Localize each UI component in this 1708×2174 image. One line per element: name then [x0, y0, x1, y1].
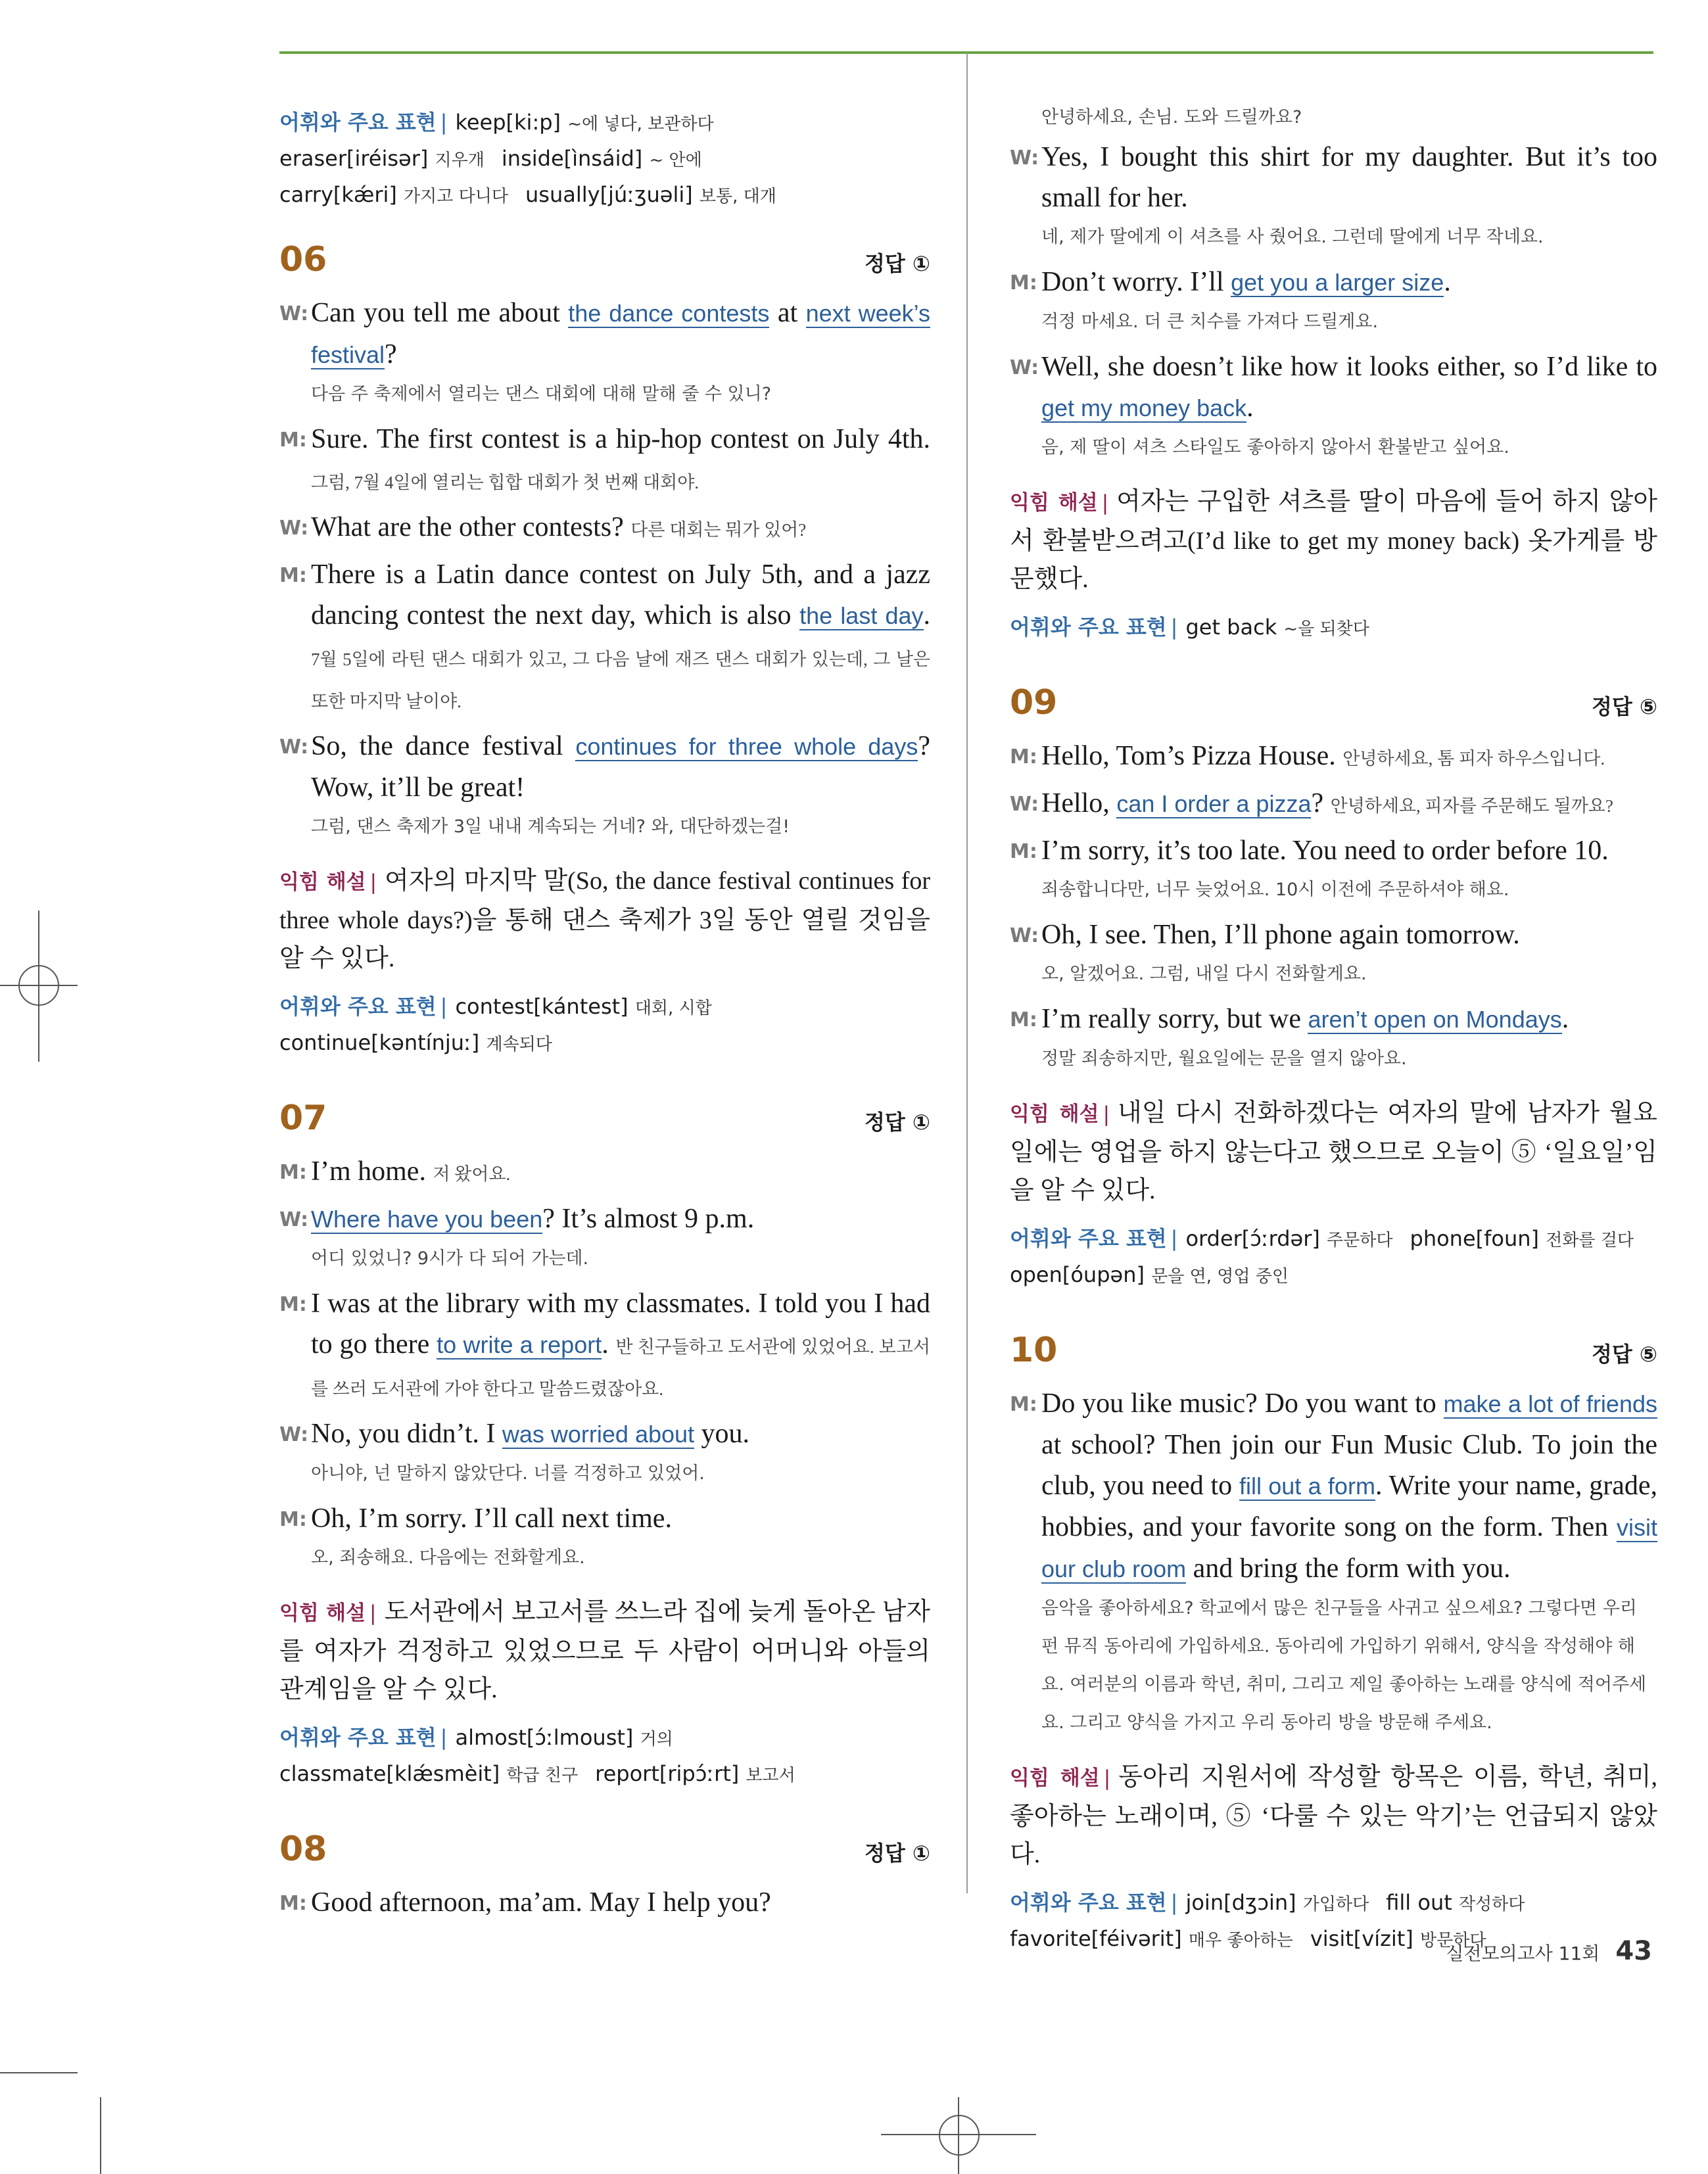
vocab-meaning: 가입하다 — [1302, 1895, 1369, 1914]
english-line: Yes, I bought this shirt for my daughter. But it’s too small for her. — [1041, 142, 1657, 213]
dialogue-turn — [1010, 999, 1657, 1078]
vocab-term: visit[vízit] — [1310, 1926, 1420, 1951]
vocab-line — [1010, 610, 1657, 646]
vocab-term: report[ripɔ́ːrt] — [595, 1761, 746, 1786]
vocab-line — [1010, 1258, 1657, 1294]
dialogue-turn — [279, 1283, 930, 1408]
question-number: 09 — [1010, 683, 1058, 722]
question-header — [279, 1830, 930, 1869]
vocab-label: 어휘와 주요 표현 — [1010, 615, 1167, 640]
question-08 — [279, 1830, 930, 1924]
registration-mark — [18, 965, 59, 1006]
turn-body — [311, 1498, 930, 1577]
vocab-term: carry[kǽri] — [279, 182, 404, 207]
vocab-term: classmate[klǽsmèit] — [279, 1761, 507, 1786]
vocab-line — [1010, 1885, 1657, 1922]
korean-translation: 오, 죄송해요. 다음에는 전화할게요. — [311, 1548, 585, 1568]
dialogue-turn — [1010, 830, 1657, 909]
turn-body — [311, 1151, 930, 1193]
dialogue-turn — [1010, 914, 1657, 993]
korean-translation: 안녕하세요, 손님. 도와 드릴까요? — [1041, 107, 1302, 128]
dialogue-turn — [1010, 783, 1657, 825]
question-number: 10 — [1010, 1331, 1058, 1370]
explain-label: 익힘 해설 — [1010, 491, 1098, 515]
turn-body — [311, 419, 930, 502]
korean-translation: 걱정 마세요. 더 큰 치수를 가져다 드릴게요. — [1041, 312, 1379, 332]
key-phrase: visit our club room — [1041, 1514, 1657, 1582]
vocab-term: usually[júːʒuəli] — [525, 182, 700, 207]
key-phrase: get my money back — [1041, 394, 1247, 421]
vocab-meaning: 거의 — [640, 1730, 673, 1749]
dialogue-turn — [1010, 736, 1657, 778]
speaker-label: M: — [1010, 1393, 1037, 1416]
vocab-block — [279, 1720, 930, 1793]
question-number: 07 — [279, 1099, 327, 1138]
dialogue-turn — [279, 554, 930, 721]
vocab-term: almost[ɔ́ːlmoust] — [455, 1725, 640, 1750]
turn-body — [311, 1198, 930, 1278]
vocab-term: join[dʒɔin] — [1185, 1890, 1303, 1915]
vocab-meaning: 매우 좋아하는 — [1188, 1931, 1293, 1950]
vocab-term: continue[kəntínjuː] — [279, 1030, 486, 1055]
key-phrase: the last day — [799, 602, 924, 629]
vocab-line — [1010, 1221, 1657, 1258]
vocab-block — [279, 989, 930, 1062]
question-09 — [1010, 683, 1657, 1294]
question-header — [279, 1099, 930, 1138]
turn-body — [311, 1283, 930, 1408]
speaker-label: M: — [279, 1508, 307, 1531]
label-divider: | — [440, 994, 448, 1019]
english-line: Oh, I see. Then, I’ll phone again tomorrow. — [1041, 920, 1520, 950]
label-divider: | — [1103, 1102, 1110, 1126]
dialogue-turn — [279, 419, 930, 502]
question-header — [1010, 1331, 1657, 1370]
crop-mark — [0, 2072, 78, 2073]
korean-translation: 어디 있었니? 9시가 다 되어 가는데. — [311, 1248, 589, 1269]
vocab-term: get back — [1185, 615, 1284, 640]
vocab-meaning: 전화를 걸다 — [1546, 1231, 1634, 1250]
speaker-label: M: — [1010, 272, 1037, 295]
turn-body — [1041, 783, 1657, 825]
speaker-label: M: — [279, 564, 307, 587]
dialogue-turn — [279, 1413, 930, 1493]
english-line: There is a Latin dance contest on July 5th, and a jazz dancing contest the next day, which is also the last day. 7월 5일에 라틴 댄스 대회가 있고, 그 다음 날에 재즈 댄스 대회가 있는데, 그 날은 또한 마지막 날이야. — [311, 559, 930, 711]
explain-label: 익힘 해설 — [279, 870, 366, 894]
turn-body — [1041, 1383, 1657, 1742]
speaker-label: W: — [279, 302, 309, 325]
label-divider: | — [1101, 491, 1109, 515]
speaker-label: M: — [1010, 1008, 1037, 1031]
key-phrase: continues for three whole days — [575, 733, 918, 760]
dialogue-turn — [1010, 262, 1657, 341]
korean-translation: 음, 제 딸이 셔츠 스타일도 좋아하지 않아서 환불받고 싶어요. — [1041, 437, 1509, 458]
explanation: 익힘 해설 | 여자는 구입한 셔츠를 딸이 마음에 들어 하지 않아서 환불받으려고(I’d like to get my money back) 옷가게를 방문했다. — [1010, 488, 1657, 593]
inline-translation: 저 왔어요. — [433, 1164, 511, 1184]
vocab-meaning: 학급 친구 — [506, 1766, 579, 1785]
footer-title: 실전모의고사 11회 — [1446, 1943, 1600, 1964]
label-divider: | — [1170, 1226, 1178, 1251]
english-line: What are the other contests? 다른 대회는 뭐가 있어? — [311, 512, 807, 542]
speaker-label: W: — [279, 1423, 309, 1446]
right-column — [1010, 99, 1657, 1968]
dialogue-turn — [1010, 1383, 1657, 1742]
speaker-label: W: — [279, 517, 309, 540]
vocab-meaning: 주문하다 — [1327, 1231, 1393, 1250]
vocab-line — [279, 989, 930, 1026]
english-line: Can you tell me about the dance contests at next week’s festival? — [311, 298, 930, 369]
korean-translation: 정말 죄송하지만, 월요일에는 문을 열지 않아요. — [1041, 1049, 1407, 1069]
inline-translation: 안녕하세요, 피자를 주문해도 될까요? — [1330, 796, 1613, 816]
turn-body — [1041, 830, 1657, 909]
speaker-label: M: — [279, 1293, 307, 1316]
english-line: Hello, Tom’s Pizza House. 안녕하세요, 톰 피자 하우스입니다. — [1041, 741, 1605, 771]
inline-translation: 그럼, 7월 4일에 열리는 힙합 대회가 첫 번째 대회야. — [311, 473, 700, 492]
turn-body — [1041, 346, 1657, 467]
question-header — [1010, 683, 1657, 722]
english-line: I’m sorry, it’s too late. You need to order before 10. — [1041, 836, 1609, 866]
vocab-term: phone[foun] — [1410, 1226, 1546, 1251]
vocab-line — [279, 1757, 930, 1793]
vocab-term: fill out — [1386, 1890, 1459, 1915]
vocab-block — [279, 105, 930, 214]
speaker-label: W: — [1010, 147, 1039, 170]
column-divider — [966, 53, 968, 1893]
label-divider: | — [1170, 615, 1178, 640]
speaker-label: W: — [1010, 924, 1039, 947]
turn-body — [311, 507, 930, 549]
english-line: I’m really sorry, but we aren’t open on Mondays. — [1041, 1004, 1569, 1034]
vocab-meaning: 방문하다 — [1419, 1931, 1486, 1950]
vocab-line — [279, 1026, 930, 1062]
vocab-meaning: 지우개 — [435, 151, 485, 170]
page-number: 43 — [1615, 1936, 1652, 1966]
question-08-continued — [1010, 99, 1657, 646]
answer-key: 정답 ① — [864, 1841, 930, 1866]
vocab-meaning: ~을 되찾다 — [1283, 619, 1369, 639]
question-number: 06 — [279, 240, 327, 279]
vocab-label: 어휘와 주요 표현 — [279, 994, 437, 1019]
vocab-line — [279, 177, 930, 214]
question-number: 08 — [279, 1830, 327, 1869]
explanation: 익힘 해설 | 도서관에서 보고서를 쓰느라 집에 늦게 돌아온 남자를 여자가 걱정하고 있었으므로 두 사람이 어머니와 아들의 관계임을 알 수 있다. — [279, 1598, 931, 1703]
english-line: Sure. The first contest is a hip-hop contest on July 4th. 그럼, 7월 4일에 열리는 힙합 대회가 첫 번째 대회야. — [311, 424, 930, 492]
english-line: Do you like music? Do you want to make a lot of friends at school? Then join our Fun Music Club. To join the club, you need to fill out a form. Write your name, grade, hobbies, and your favorite song on the form. Then visit our club room and bring the form with you. — [1041, 1388, 1658, 1584]
turn-body — [1041, 736, 1657, 778]
key-phrase: can I order a pizza — [1116, 790, 1312, 817]
vocab-label: 어휘와 주요 표현 — [279, 110, 437, 135]
inline-translation: 반 친구들하고 도서관에 있었어요. 보고서를 쓰러 도서관에 가야 한다고 말씀드렸잖아요. — [311, 1337, 931, 1399]
dialogue-turn — [279, 726, 930, 846]
speaker-label: W: — [1010, 356, 1039, 379]
key-phrase: Where have you been — [311, 1206, 543, 1233]
label-divider: | — [1170, 1890, 1178, 1915]
vocab-label: 어휘와 주요 표현 — [1010, 1226, 1167, 1251]
turn-body — [1041, 262, 1657, 341]
key-phrase: the dance contests — [568, 300, 770, 327]
turn-body — [311, 726, 930, 846]
vocab-meaning: 계속되다 — [486, 1035, 552, 1054]
key-phrase: make a lot of friends — [1443, 1390, 1657, 1417]
korean-translation: 네, 제가 딸에게 이 셔츠를 사 줬어요. 그런데 딸에게 너무 작네요. — [1041, 227, 1544, 247]
left-column — [279, 105, 930, 1929]
speaker-label: M: — [1010, 745, 1037, 768]
speaker-label: W: — [279, 1208, 309, 1231]
key-phrase: to write a report — [437, 1331, 602, 1358]
english-line: Where have you been? It’s almost 9 p.m. — [311, 1204, 755, 1234]
english-line: I’m home. 저 왔어요. — [311, 1156, 511, 1187]
vocab-meaning: ~에 넣다, 보관하다 — [567, 114, 714, 134]
english-line: I was at the library with my classmates. I told you I had to go there to write a report. 반 친구들하고 도서관에 있었어요. 보고서를 쓰러 도서관에 가야 한다고 말씀드렸잖아요. — [311, 1288, 931, 1399]
korean-translation: 죄송합니다만, 너무 늦었어요. 10시 이전에 주문하셔야 해요. — [1041, 880, 1509, 900]
speaker-label: M: — [279, 1892, 307, 1915]
dialogue-turn — [1010, 346, 1657, 467]
english-line: Well, she doesn’t like how it looks either, so I’d like to get my money back. — [1041, 352, 1657, 423]
label-divider: | — [369, 870, 377, 894]
question-header — [279, 240, 930, 279]
vocab-term: contest[kántest] — [455, 994, 635, 1019]
vocab-line — [279, 141, 930, 177]
vocab-meaning: ~ 안에 — [649, 151, 702, 170]
vocab-term: order[ɔ́ːrdər] — [1185, 1226, 1327, 1251]
korean-translation: 아니야, 넌 말하지 않았단다. 너를 걱정하고 있었어. — [311, 1463, 705, 1484]
crop-mark — [100, 2097, 101, 2174]
explanation: 익힘 해설 | 여자의 마지막 말(So, the dance festival continues for three whole days?)을 통해 댄스 축제가 3일 동안 열릴 것임을 알 수 있다. — [279, 867, 931, 972]
speaker-label: M: — [279, 429, 307, 452]
explain-label: 익힘 해설 — [1010, 1102, 1099, 1126]
key-phrase: fill out a form — [1239, 1473, 1375, 1500]
answer-key: 정답 ① — [864, 251, 930, 276]
key-phrase: next week’s festival — [311, 300, 930, 368]
key-phrase: get you a larger size — [1231, 269, 1444, 296]
english-line: No, you didn’t. I was worried about you. — [311, 1419, 750, 1449]
speaker-label: W: — [279, 736, 309, 759]
korean-translation: 다음 주 축제에서 열리는 댄스 대회에 대해 말해 줄 수 있니? — [311, 384, 772, 404]
dialogue-turn — [279, 1198, 930, 1278]
vocab-term: open[óupən] — [1010, 1262, 1152, 1287]
vocab-block — [1010, 610, 1657, 646]
korean-translation: 오, 알겠어요. 그럼, 내일 다시 전화할게요. — [1041, 964, 1367, 984]
vocab-meaning: 문을 연, 영업 중인 — [1151, 1267, 1289, 1287]
key-phrase: aren’t open on Mondays — [1308, 1006, 1562, 1033]
explanation: 익힘 해설 | 내일 다시 전화하겠다는 여자의 말에 남자가 월요일에는 영업을 하지 않는다고 했으므로 오늘이 ⑤ ‘일요일’임을 알 수 있다. — [1010, 1099, 1658, 1204]
explain-label: 익힘 해설 — [279, 1601, 366, 1625]
vocab-label: 어휘와 주요 표현 — [279, 1725, 437, 1750]
dialogue-turn — [279, 1151, 930, 1193]
vocab-meaning: 보고서 — [746, 1766, 795, 1785]
english-line: Don’t worry. I’ll get you a larger size. — [1041, 267, 1451, 297]
turn-body — [311, 554, 930, 721]
dialogue-turn — [279, 1498, 930, 1577]
vocab-block — [1010, 1221, 1657, 1294]
inline-translation: 안녕하세요, 톰 피자 하우스입니다. — [1342, 749, 1605, 768]
label-divider: | — [440, 110, 448, 135]
english-line: So, the dance festival continues for three whole days? Wow, it’ll be great! — [311, 731, 930, 803]
key-phrase: was worried about — [502, 1421, 695, 1448]
turn-body — [311, 1413, 930, 1493]
label-divider: | — [369, 1601, 377, 1625]
turn-body — [311, 293, 930, 414]
registration-mark — [939, 2115, 980, 2156]
vocab-label: 어휘와 주요 표현 — [1010, 1890, 1167, 1915]
turn-body — [311, 1882, 930, 1924]
page-footer — [1446, 1936, 1652, 1966]
label-divider: | — [440, 1725, 448, 1750]
dialogue-turn — [279, 1882, 930, 1924]
turn-body — [1041, 914, 1657, 993]
explain-label: 익힘 해설 — [1010, 1766, 1100, 1790]
explanation: 익힘 해설 | 동아리 지원서에 작성할 항목은 이름, 학년, 취미, 좋아하는 노래이며, ⑤ ‘다룰 수 있는 악기’는 언급되지 않았다. — [1010, 1763, 1657, 1868]
question-07 — [279, 1099, 930, 1793]
vocab-meaning: 작성하다 — [1458, 1895, 1525, 1914]
answer-key: 정답 ① — [864, 1110, 930, 1135]
vocab-line — [279, 1720, 930, 1757]
speaker-label: W: — [1010, 793, 1039, 816]
answer-key: 정답 ⑤ — [1591, 694, 1657, 719]
answer-key: 정답 ⑤ — [1591, 1342, 1657, 1367]
inline-translation: 다른 대회는 뭐가 있어? — [630, 520, 807, 540]
inline-translation: 7월 5일에 라틴 댄스 대회가 있고, 그 다음 날에 재즈 댄스 대회가 있는데, 그 날은 또한 마지막 날이야. — [311, 650, 930, 711]
english-line: Hello, can I order a pizza? 안녕하세요, 피자를 주문해도 될까요? — [1041, 788, 1613, 818]
turn-body — [1041, 999, 1657, 1078]
speaker-label: M: — [279, 1161, 307, 1184]
korean-translation: 그럼, 댄스 축제가 3일 내내 계속되는 거네? 와, 대단하겠는걸! — [311, 816, 790, 837]
speaker-label: M: — [1010, 840, 1037, 863]
korean-translation: 음악을 좋아하세요? 학교에서 많은 친구들을 사귀고 싶으세요? 그렇다면 우리 펀 뮤직 동아리에 가입하세요. 동아리에 가입하기 위해서, 양식을 작성해야 해요. 여러분의 이름과 학년, 취미, 그리고 제일 좋아하는 노래를 양식에 적어주세요. 그리고 양식을 가지고 우리 동아리 방을 방문해 주세요. — [1041, 1598, 1647, 1733]
dialogue-turn — [279, 293, 930, 414]
dialogue-turn — [279, 507, 930, 549]
vocab-term: eraser[iréisər] — [279, 146, 435, 171]
english-line: Good afternoon, ma’am. May I help you? — [311, 1887, 771, 1918]
dialogue-turn — [1010, 137, 1657, 256]
question-10 — [1010, 1331, 1657, 1958]
vocab-term: favorite[féivərit] — [1010, 1926, 1189, 1951]
vocab-term: inside[ìnsáid] — [501, 146, 650, 171]
vocab-line — [279, 105, 930, 141]
vocab-meaning: 대회, 시합 — [634, 999, 712, 1018]
vocab-meaning: 가지고 다니다 — [404, 187, 508, 206]
label-divider: | — [1103, 1766, 1111, 1790]
vocab-meaning: 보통, 대개 — [699, 187, 776, 206]
english-line: Oh, I’m sorry. I’ll call next time. — [311, 1503, 672, 1534]
vocab-term: keep[ki:p] — [455, 110, 568, 135]
turn-body — [1041, 137, 1657, 256]
question-06 — [279, 240, 930, 1062]
